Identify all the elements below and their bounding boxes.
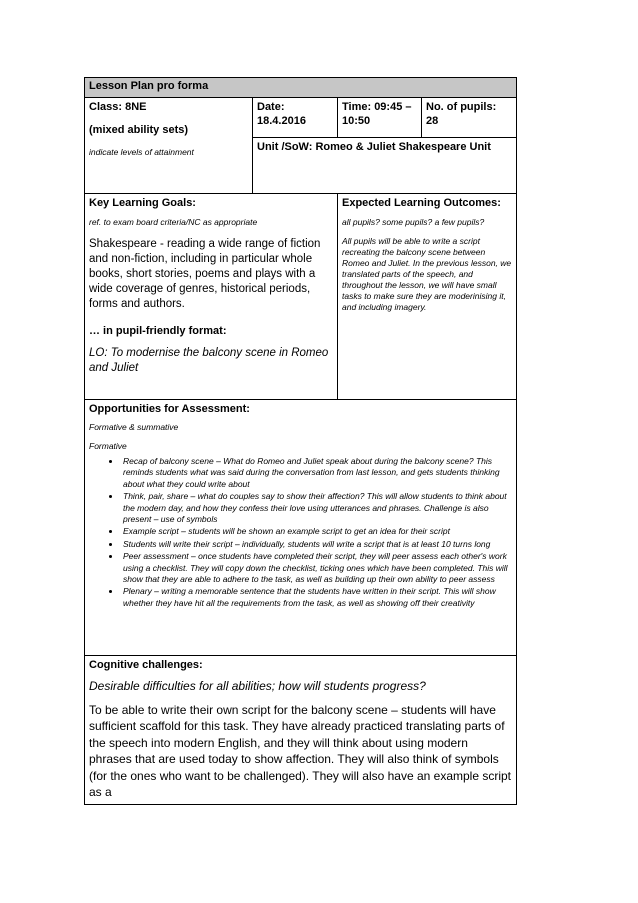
- learning-objective: LO: To modernise the balcony scene in Romeo and Juliet: [89, 347, 329, 374]
- time-label: Time: 09:45 –: [342, 101, 412, 113]
- attainment-note: indicate levels of attainment: [89, 147, 194, 157]
- goals-heading: Key Learning Goals:: [89, 197, 196, 209]
- assessment-line-1: Formative & summative: [89, 422, 179, 432]
- time-cell: [338, 98, 422, 138]
- list-item: • Students will write their script – individually, students will write a script that is at least 10 turns long: [121, 539, 512, 550]
- pupils-cell: [422, 98, 517, 138]
- expected-outcomes: [338, 194, 517, 400]
- time-value: 10:50: [342, 115, 371, 127]
- cognitive-heading: Cognitive challenges:: [89, 659, 203, 671]
- outcomes-text: All pupils will be able to write a script recreating the balcony scene between Romeo and Juliet. In the previous lesson, we translated parts of the speech, and throughout the lesson, we will have small tasks to make sure they are moderinising it, and including imagery.: [342, 236, 512, 312]
- list-item: • Plenary – writing a memorable sentence that the students have written in their script. This will show whether they have hit all the requirements from the task, as well as showing off their creativity: [121, 586, 512, 609]
- key-learning-goals: [85, 194, 338, 400]
- goals-row: [85, 194, 517, 400]
- class-label: Class: 8NE: [89, 101, 147, 113]
- pupils-value: 28: [426, 115, 439, 127]
- list-item: • Peer assessment – once students have completed their script, they will peer assess each other's work using a checklist. They will copy down the checklist, ticking ones which have been completed. This will show that they are able to adhere to the task, as well as building up their own ability to peer assess: [121, 551, 512, 585]
- friendly-heading: … in pupil-friendly format:: [89, 325, 227, 337]
- info-row: [85, 98, 517, 138]
- date-label: Date:: [257, 101, 285, 113]
- pupils-label: No. of pupils:: [426, 101, 497, 113]
- page-title: Lesson Plan pro forma: [85, 78, 517, 98]
- assessment-line-2: Formative: [89, 441, 127, 451]
- list-item: • Example script – students will be shown an example script to get an idea for their script: [121, 526, 512, 537]
- goals-ref: ref. to exam board criteria/NC as appropriate: [89, 217, 258, 227]
- cognitive-cell: [85, 656, 517, 805]
- class-note: (mixed ability sets): [89, 124, 189, 136]
- assessment-cell: [85, 400, 517, 656]
- unit-cell: Unit /SoW: Romeo & Juliet Shakespeare Unit: [253, 138, 517, 194]
- assessment-row: [85, 400, 517, 656]
- outcomes-sub: all pupils? some pupils? a few pupils?: [342, 217, 485, 227]
- title-row: [85, 78, 517, 98]
- date-value: 18.4.2016: [257, 115, 306, 127]
- goals-text: Shakespeare - reading a wide range of fiction and non-fiction, including in particular whole books, short stories, poems and plays with a wide coverage of genres, historical periods, forms and authors.: [89, 238, 321, 310]
- cognitive-text: To be able to write their own script for the balcony scene – students will have sufficient scaffold for this task. They have already practiced translating parts of the speech into modern English, and they will think about using modern phrases that are used today to show affection. They will also think of symbols (for the ones who want to be challenged). They will also have an example script as a: [89, 702, 512, 799]
- assessment-list: [89, 456, 512, 609]
- list-item: • Think, pair, share – what do couples say to show their affection? This will allow students to think about the modern day, and how they confess their love using utterances and phrases. Challenge is also present – use of symbols: [121, 491, 512, 525]
- outcomes-heading: Expected Learning Outcomes:: [342, 197, 501, 209]
- list-item: • Recap of balcony scene – What do Romeo and Juliet speak about during the balcony scene? This reminds students what was said during the conversation from last lesson, and gets students thinking about what they could write about: [121, 456, 512, 490]
- class-cell: [85, 98, 253, 194]
- lesson-plan-table: [84, 77, 517, 805]
- date-cell: [253, 98, 338, 138]
- assessment-heading: Opportunities for Assessment:: [89, 403, 250, 415]
- cognitive-row: [85, 656, 517, 805]
- cognitive-question: Desirable difficulties for all abilities; how will students progress?: [89, 679, 426, 693]
